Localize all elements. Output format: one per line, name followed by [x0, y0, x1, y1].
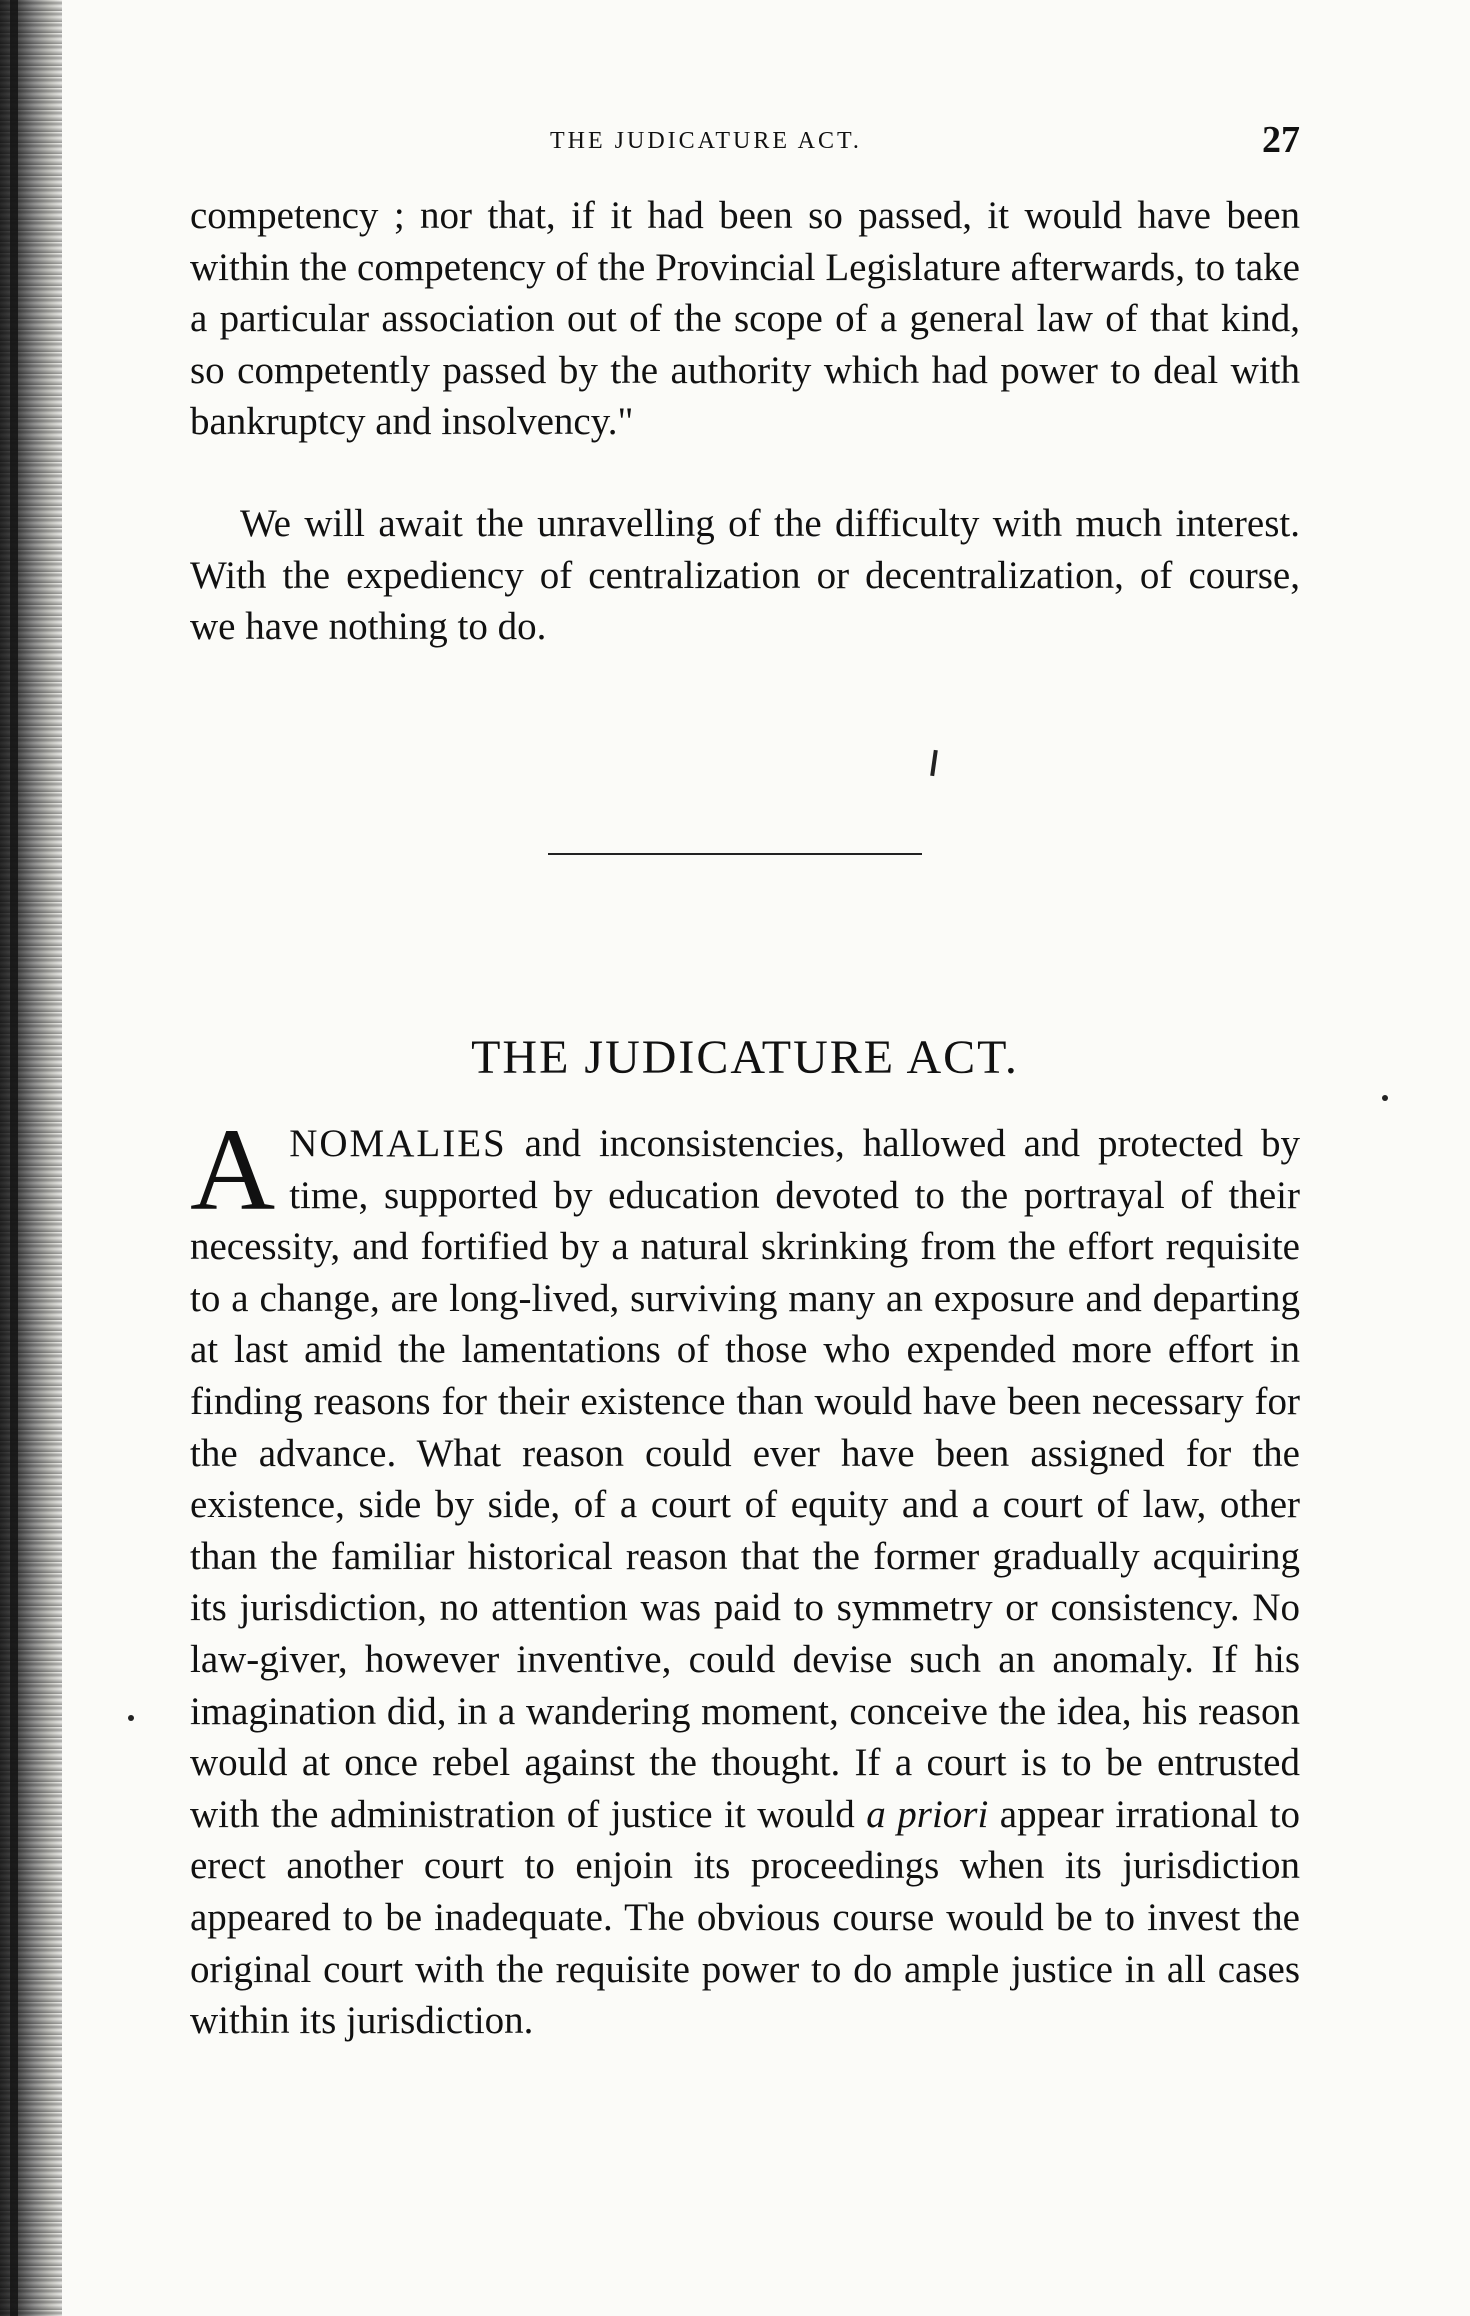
article-heading: THE JUDICATURE ACT. [471, 1031, 1019, 1084]
binding-shadow-line [10, 0, 18, 2316]
section-divider-rule [548, 853, 922, 855]
article-body-paragraph [190, 1104, 1300, 2047]
margin-ink-dot [1382, 1095, 1388, 1101]
page-number: 27 [1262, 119, 1300, 161]
previous-article-paragraph: competency ; nor that, if it had been so passed, it would have been within the competency of the Provincial Legislature afterwards, to take a particular association out of the scope of a general law of that kind, so competently passed by the authority which had power to deal with bankruptcy and insolvency." [190, 194, 1300, 443]
article-text-part-1: and inconsistencies, hallowed and protected by time, supported by education devoted to the portrayal of their necessity, and fortified by a natural skrinking from the effort requisite to a change, are long-lived, surviving many an exposure and departing at last amid the lamentations of those who expended more effort in finding reasons for their existence than would have been necessary for the advance. What reason could ever have been assigned for the existence, side by side, of a court of equity and a court of law, other than the familiar historical reason that the former gradually acquiring its jurisdiction, no attention was paid to symmetry or consistency. No law-giver, however inventive, could devise such an anomaly. If his imagination did, in a wandering moment, conceive the idea, his reason would at once rebel against the thought. If a court is to be entrusted with the administration of justice it would [190, 1122, 1300, 1836]
previous-article-closing-paragraph: We will await the unravelling of the difficulty with much interest. With the expediency of centralization or decentralization, of course, we have nothing to do. [190, 502, 1300, 648]
running-head [190, 119, 1300, 168]
running-head-title: THE JUDICATURE ACT. [550, 128, 862, 154]
drop-cap-letter: A [190, 1104, 276, 1235]
lead-in-word: NOMALIES [289, 1122, 507, 1165]
article-text-part-2: appear irrational to erect another court to enjoin its proceedings when its jurisdiction appeared to be inadequate. The obvious course would be to invest the original court with the requisite power to do ample justice in all cases within its jurisdiction. [190, 1792, 1300, 2043]
stray-ink-mark [930, 750, 938, 776]
italic-phrase: a priori [866, 1792, 989, 1836]
book-page [190, 0, 1300, 2316]
margin-ink-dot [128, 1715, 134, 1721]
